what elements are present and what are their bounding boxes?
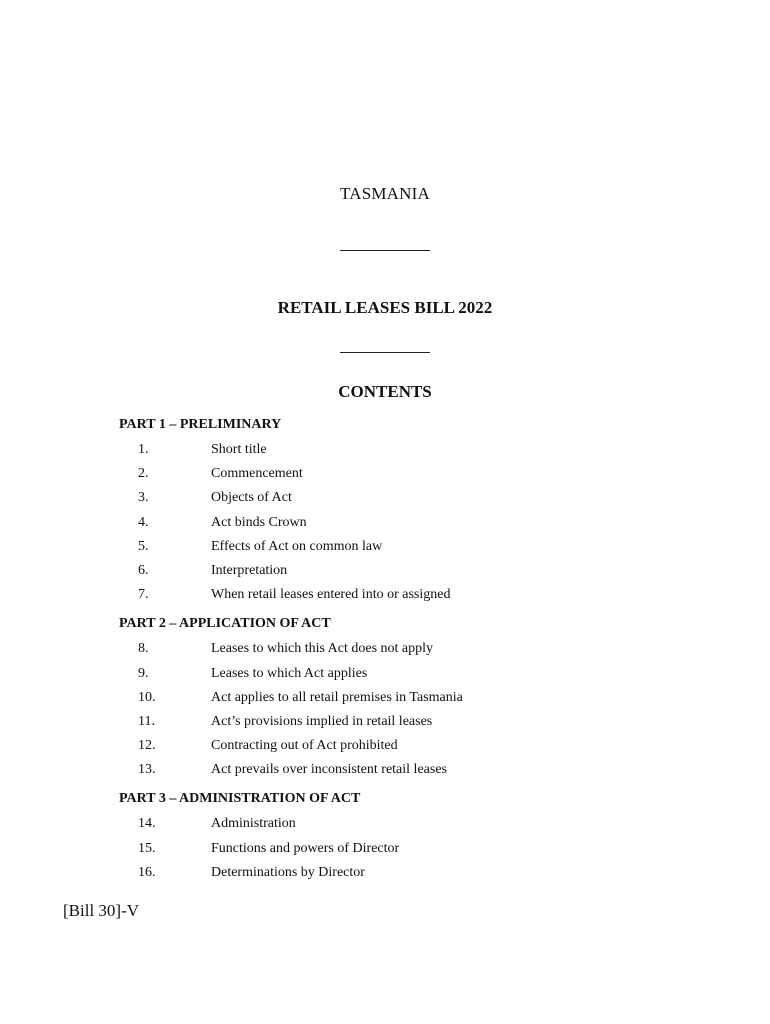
section-number: 14. [138,816,156,832]
toc-entry[interactable] [119,438,679,462]
section-number: 3. [138,490,149,506]
section-title: Act binds Crown [211,514,307,530]
jurisdiction-heading: TASMANIA [340,184,430,203]
table-of-contents [119,414,679,885]
bill-title: RETAIL LEASES BILL 2022 [277,298,493,317]
section-number: 2. [138,466,149,482]
section-number: 8. [138,641,149,657]
toc-entry[interactable] [119,686,679,710]
section-title: Interpretation [211,562,288,578]
section-number: 10. [138,689,156,705]
toc-entry[interactable] [119,583,679,607]
toc-entry[interactable] [119,812,679,836]
toc-entry[interactable] [119,637,679,661]
section-title: Leases to which this Act does not apply [211,641,434,657]
section-number: 6. [138,562,149,578]
section-number: 5. [138,538,149,554]
section-number: 1. [138,442,149,457]
section-title: Act applies to all retail premises in Tasmania [211,689,463,705]
toc-entry[interactable] [119,837,679,861]
section-number: 7. [138,587,149,603]
section-title: Administration [211,816,296,832]
section-number: 4. [138,514,149,530]
part-heading: PART 1 – PRELIMINARY [119,417,282,432]
contents-heading: CONTENTS [338,382,432,401]
toc-part-2 [119,613,679,782]
section-title: Determinations by Director [211,864,365,880]
section-title: Act prevails over inconsistent retail leases [211,762,447,778]
toc-part-3 [119,788,679,885]
toc-part-1 [119,414,679,607]
section-number: 12. [138,738,156,754]
toc-entry[interactable] [119,662,679,686]
section-number: 15. [138,840,156,856]
part-heading: PART 2 – APPLICATION OF ACT [119,616,331,632]
section-title: Contracting out of Act prohibited [211,738,398,754]
bill-reference: [Bill 30]-V [63,901,140,920]
section-title: Act’s provisions implied in retail leases [211,713,433,729]
section-number: 16. [138,864,156,880]
toc-entry[interactable] [119,511,679,535]
toc-entry[interactable] [119,535,679,559]
section-title: Functions and powers of Director [211,840,400,856]
part-heading: PART 3 – ADMINISTRATION OF ACT [119,791,361,807]
toc-entry[interactable] [119,486,679,510]
toc-entry[interactable] [119,734,679,758]
section-title: Effects of Act on common law [211,538,383,554]
toc-entry[interactable] [119,758,679,782]
section-title: Commencement [211,466,303,482]
section-title: Objects of Act [211,490,292,506]
toc-entry[interactable] [119,861,679,885]
section-title: Short title [211,442,267,457]
toc-entry[interactable] [119,710,679,734]
section-number: 11. [138,713,155,729]
section-title: Leases to which Act applies [211,665,368,681]
section-title: When retail leases entered into or assigned [211,587,451,603]
toc-entry[interactable] [119,559,679,583]
section-number: 13. [138,762,156,778]
toc-entry[interactable] [119,462,679,486]
separator-rule [340,250,430,251]
separator-rule [340,352,430,353]
section-number: 9. [138,665,149,681]
